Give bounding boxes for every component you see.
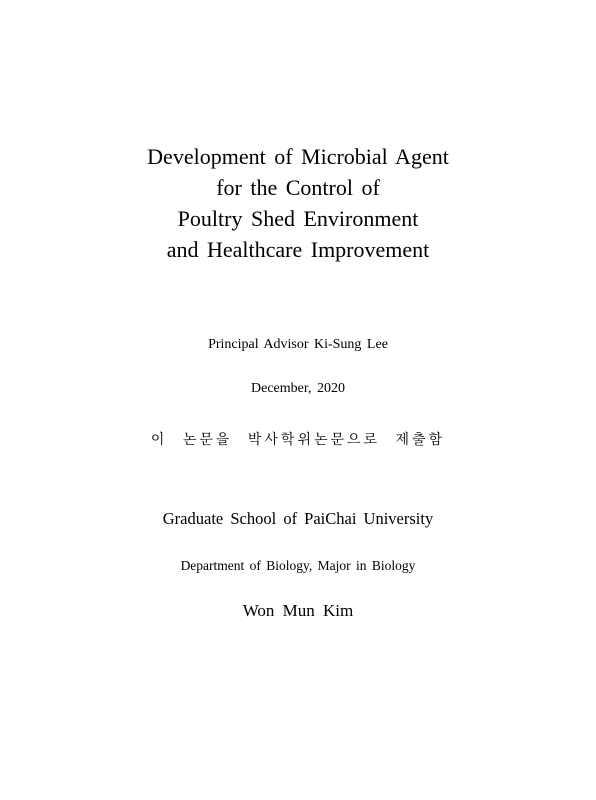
thesis-title-line-1: Development of Microbial Agent	[147, 144, 449, 169]
submission-statement: 이 논문을 박사학위논문으로 제출함	[150, 432, 446, 448]
thesis-title-line-3: Poultry Shed Environment	[177, 206, 419, 231]
thesis-title-line-2: for the Control of	[216, 175, 380, 200]
submission-date: December, 2020	[251, 381, 345, 396]
author-name: Won Mun Kim	[242, 601, 354, 620]
department: Department of Biology, Major in Biology	[180, 558, 416, 573]
graduate-school: Graduate School of PaiChai University	[162, 509, 434, 528]
thesis-title-line-4: and Healthcare Improvement	[166, 237, 430, 262]
thesis-title	[0, 141, 596, 265]
principal-advisor: Principal Advisor Ki-Sung Lee	[208, 337, 388, 352]
